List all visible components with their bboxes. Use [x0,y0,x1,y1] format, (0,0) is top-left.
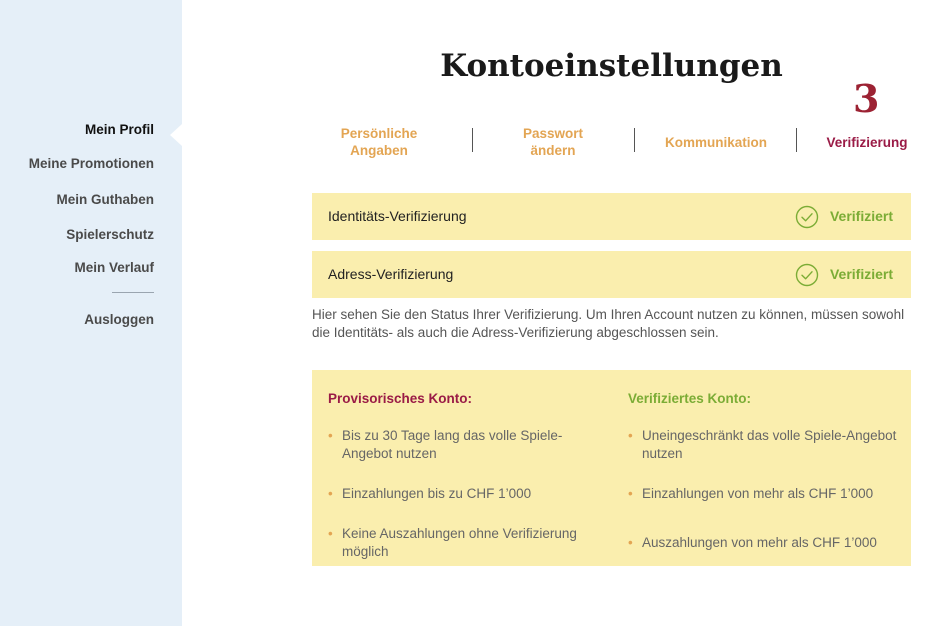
sidebar-divider [112,292,154,293]
tab-label: Verifizierung [826,135,908,150]
sidebar-item-meine-promotionen[interactable]: Meine Promotionen [28,156,154,171]
list-item: • Bis zu 30 Tage lang das volle Spiele-Angebot nutzen [328,427,598,463]
sidebar-item-mein-guthaben[interactable]: Mein Guthaben [56,192,154,207]
active-item-pointer [170,124,182,146]
sidebar-item-mein-verlauf[interactable]: Mein Verlauf [74,260,154,275]
status-badge: Verifiziert [829,266,893,282]
verified-account-heading: Verifiziertes Konto: [628,391,752,406]
account-comparison-panel [312,370,911,566]
tab-kommunikation[interactable] [652,134,780,151]
list-item: • Einzahlungen von mehr als CHF 1’000 [628,485,911,503]
tab-persoenliche-angaben[interactable] [322,125,436,159]
row-label: Adress-Verifizierung [328,266,454,282]
tab-verifizierung[interactable] [815,134,919,151]
list-item: • Uneingeschränkt das volle Spiele-Angebot nutzen [628,427,911,463]
sidebar [0,0,182,626]
list-item: • Einzahlungen bis zu CHF 1’000 [328,485,598,503]
row-label: Identitäts-Verifizierung [328,208,467,224]
tab-separator [634,128,635,152]
tab-label-line2: Angaben [350,143,408,158]
tab-label-line1: Passwort [522,126,584,141]
sidebar-item-mein-profil[interactable]: Mein Profil [84,122,154,137]
provisional-account-heading: Provisorisches Konto: [328,391,473,406]
step-number: 3 [853,76,880,121]
list-item: • Keine Auszahlungen ohne Verifizierung möglich [328,525,598,561]
tab-label: Kommunikation [664,135,767,150]
tab-label-line2: ändern [530,143,576,158]
sidebar-item-spielerschutz[interactable]: Spielerschutz [66,227,154,242]
list-item: • Auszahlungen von mehr als CHF 1’000 [628,534,911,552]
tab-passwort-aendern[interactable] [500,125,606,159]
tab-separator [796,128,797,152]
check-circle-icon [795,263,819,287]
verification-info-text: Hier sehen Sie den Status Ihrer Verifizierung. Um Ihren Account nutzen zu können, müssen sowohl die Identitäts- als auch die Adress-Verifizierung abgeschlossen sein. [312,307,905,340]
tab-label-line1: Persönliche [340,126,418,141]
address-verification-row [312,251,911,298]
status-badge: Verifiziert [829,208,893,224]
tab-separator [472,128,473,152]
sidebar-item-ausloggen[interactable]: Ausloggen [84,312,154,327]
check-circle-icon [795,205,819,229]
page-title: Kontoeinstellungen [440,48,783,84]
identity-verification-row [312,193,911,240]
